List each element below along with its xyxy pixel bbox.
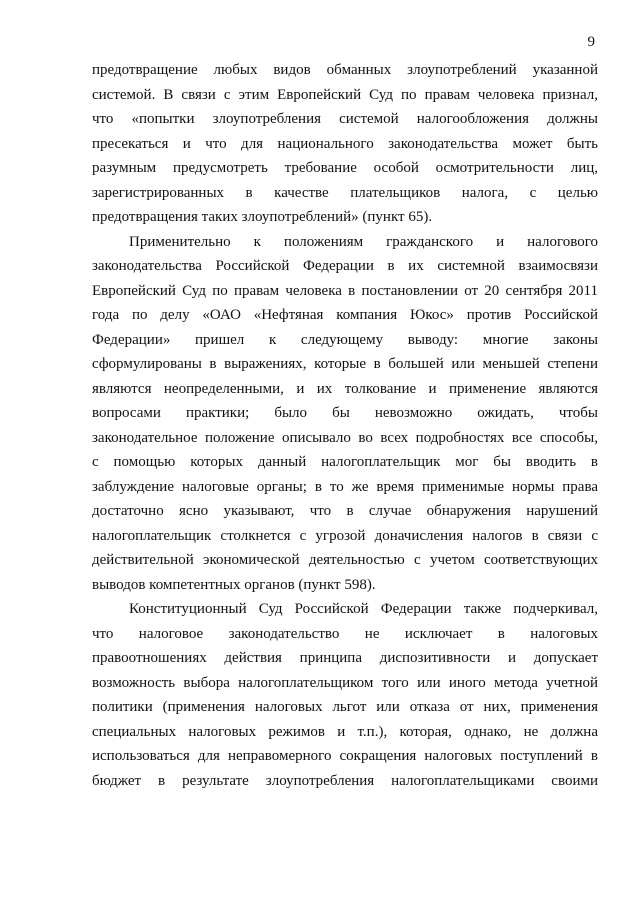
text-line: политики (применения налоговых льгот или отказа от них, применения [92, 699, 598, 715]
text-line: разумным предусмотреть требование особой осмотрительности лиц, [92, 160, 598, 176]
text-line: вопросами практики; было бы невозможно ожидать, чтобы [92, 405, 598, 421]
text-line: заблуждение налоговые органы; в то же время применимые нормы права [92, 478, 598, 495]
text-line: года по делу «ОАО «Нефтяная компания Юкос» против Российской [92, 307, 598, 323]
text-line: использоваться для неправомерного сокращения налоговых поступлений в [92, 748, 598, 764]
text-line: законодательное положение описывало во всех подробностях все способы, [92, 429, 598, 446]
text-line: специальных налоговых режимов и т.п.), которая, однако, не должна [92, 723, 598, 740]
text-line: системой. В связи с этим Европейский Суд по правам человека признал, [92, 86, 598, 103]
text-line: что «попытки злоупотребления системой налогообложения должны [92, 111, 598, 127]
text-line: Федерации» пришел к следующему выводу: многие законы [92, 331, 598, 348]
text-line: пресекаться и что для национального законодательства может быть [92, 135, 598, 152]
text-line: возможность выбора налогоплательщиком того или иного метода учетной [92, 674, 598, 691]
paragraph-first-line: Конституционный Суд Российской Федерации также подчеркивал, [129, 601, 598, 617]
text-line: сформулированы в выражениях, которые в большей или меньшей степени [92, 356, 598, 372]
paragraph-first-line: Применительно к положениям гражданского и налогового [129, 233, 598, 250]
text-line: бюджет в результате злоупотребления налогоплательщиками своими [92, 772, 598, 789]
text-line: достаточно ясно указывают, что в случае обнаружения нарушений [92, 503, 598, 519]
text-line: зарегистрированных в качестве плательщиков налога, с целью [92, 184, 598, 201]
text-line: действительной экономической деятельностью с учетом соответствующих [92, 552, 598, 568]
text-line: правоотношениях действия принципа диспозитивности и допускает [92, 650, 598, 666]
page-number: 9 [587, 34, 595, 50]
text-line: являются неопределенными, и их толкование и применение являются [92, 380, 598, 397]
text-line: законодательства Российской Федерации в их системной взаимосвязи [92, 258, 598, 274]
text-line: что налоговое законодательство не исключает в налоговых [92, 625, 598, 642]
text-line: с помощью которых данный налогоплательщик мог бы вводить в [92, 454, 598, 470]
text-line: выводов компетентных органов (пункт 598). [92, 576, 376, 593]
text-line: Европейский Суд по правам человека в постановлении от 20 сентября 2011 [92, 282, 598, 299]
text-line: налогоплательщик столкнется с угрозой доначисления налогов в связи с [92, 527, 598, 544]
text-line: предотвращение любых видов обманных злоупотреблений указанной [92, 62, 598, 78]
document-body [92, 58, 598, 793]
text-line: предотвращения таких злоупотреблений» (пункт 65). [92, 209, 433, 225]
